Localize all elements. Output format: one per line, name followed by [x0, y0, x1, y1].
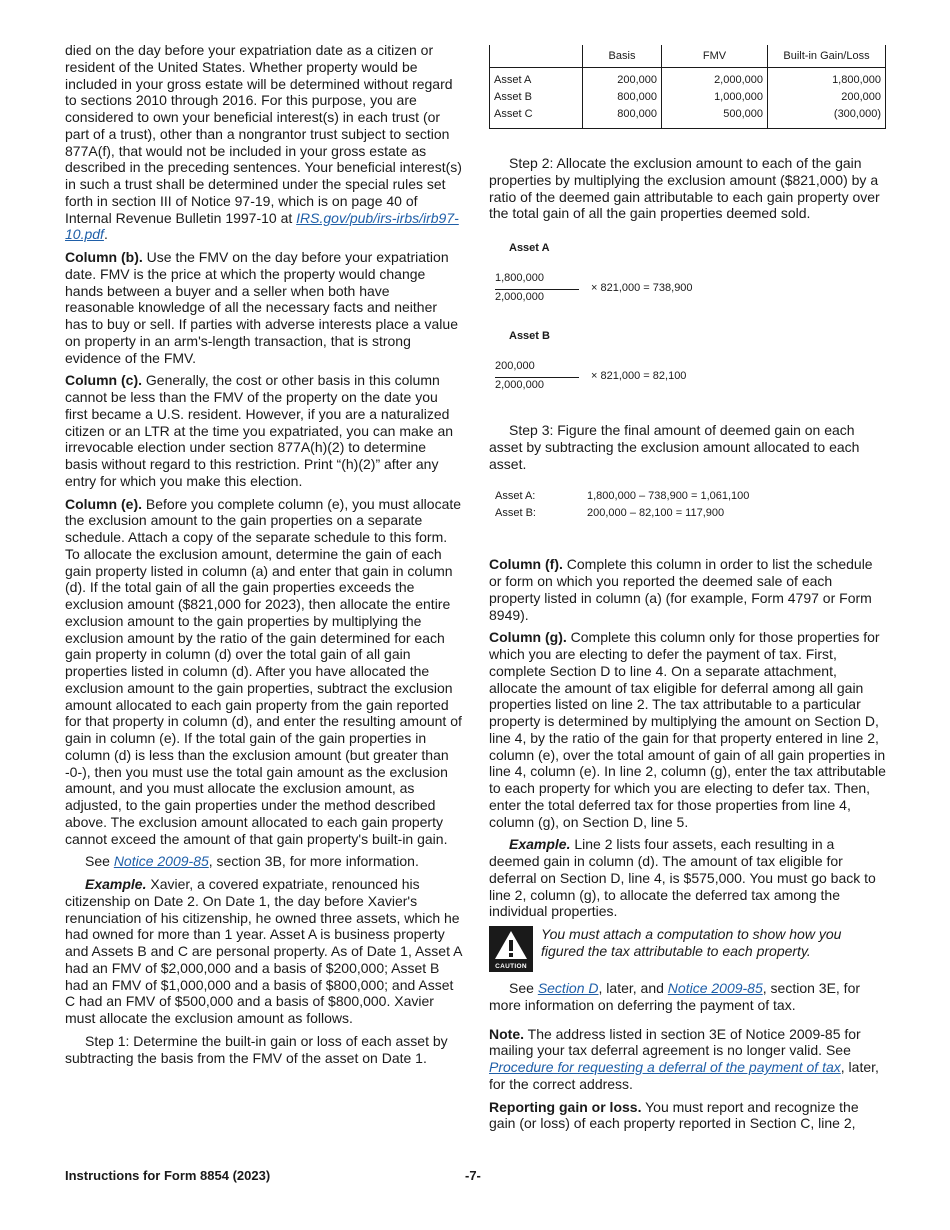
- paragraph-see-section-d: [489, 980, 886, 1014]
- left-column: [65, 42, 462, 1072]
- notice-2009-85-link[interactable]: Notice 2009-85: [667, 980, 763, 996]
- paragraph-text: , section 3B, for more information.: [208, 853, 419, 870]
- fraction-bar: [495, 289, 579, 290]
- paragraph-text: died on the day before your expatriation date as a citizen or resident of the United States. Whether property would be included in your gross estate will be determined without regard to sections 2010 through 2016. For this purpose, you are considered to own your beneficial interest(s) in each trust (or part of a trust), other than a nongrantor trust subject to section 877A(f), that would not be included in your gross estate as described in the preceding sentences. Your beneficial interest(s) in such a trust shall be determined under the special rules set forth in section III of Notice 97-19, which is on page 40 of Internal Revenue Bulletin 1997-10 at: [65, 42, 462, 226]
- fraction-denominator: 2,000,000: [495, 291, 544, 303]
- paragraph-reporting: [489, 1099, 886, 1133]
- column-g-heading: Column (g).: [489, 629, 567, 646]
- paragraph-text: , section 3E, for more information on deferring the payment of tax.: [489, 980, 861, 1013]
- paragraph-column-f: [489, 556, 886, 623]
- paragraph-step-2: Step 2: Allocate the exclusion amount to each of the gain properties by multiplying the exclusion amount ($821,000) by a ratio of the deemed gain attributable to each gain property over the total gain of all the gain properties deemed sold.: [489, 155, 880, 222]
- table-cell: 1,800,000: [768, 68, 886, 90]
- column-f-heading: Column (f).: [489, 556, 563, 573]
- notice-2009-85-link[interactable]: Notice 2009-85: [113, 853, 209, 870]
- gain-calc: 1,800,000 – 738,900 = 1,061,100: [587, 490, 750, 503]
- caution-box: [489, 926, 886, 972]
- paragraph-column-e: [65, 496, 462, 848]
- page-number: -7-: [465, 1168, 481, 1183]
- paragraph-gross-estate: [65, 42, 462, 243]
- deferral-procedure-link[interactable]: Procedure for requesting a deferral of the payment of tax: [489, 1059, 841, 1075]
- example-heading: Example.: [509, 836, 571, 853]
- paragraph-text: Generally, the cost or other basis in this column cannot be less than the FMV of the property on the date you first became a U.S. resident. However, if you are a naturalized citizen or an LTR at the time you expatriated, you can make an irrevocable election under section 877A(h)(2) to determine basis without regard to this restriction. Print “(h)(2)” after any entry for which you make this election.: [65, 372, 454, 489]
- section-d-link[interactable]: Section D: [537, 980, 599, 996]
- fraction-bar: [495, 377, 579, 378]
- table-cell: Asset C: [490, 106, 583, 129]
- paragraph-text: Xavier, a covered expatriate, renounced his citizenship on Date 2. On Date 1, the day before Xavier's renunciation of his citizenship, he owned three assets, which he had owned for more than 1 year. Asset A is business property and Assets B and C are personal property. As of Date 1, Asset A had an FMV of $2,000,000 and a basis of $200,000; Asset B had an FMV of $1,000,000 and a basis of $800,000; and Asset C had an FMV of $500,000 and a basis of $800,000. Xavier must allocate the exclusion amount as follows.: [65, 876, 462, 1026]
- paragraph-text: The address listed in section 3E of Notice 2009-85 for mailing your tax deferral agreement is no longer valid. See: [489, 1025, 861, 1059]
- gain-results: [489, 488, 886, 522]
- note-heading: Note.: [489, 1025, 524, 1042]
- column-c-heading: Column (c).: [65, 372, 142, 389]
- fraction-denominator: 2,000,000: [495, 379, 544, 391]
- table-cell: Asset B: [490, 89, 583, 106]
- table-header-row: [490, 45, 886, 68]
- fraction-label-asset-a: Asset A: [509, 242, 550, 254]
- paragraph-example-2: [489, 836, 886, 920]
- gain-row-asset-b: [495, 505, 886, 522]
- caution-icon: [489, 926, 533, 972]
- gain-label: Asset A:: [495, 490, 536, 503]
- paragraph-text: You must report and recognize the gain (or loss) of each property reported in Section C, line 2,: [489, 1098, 859, 1132]
- paragraph-text: Use the FMV on the day before your expatriation date. FMV is the price at which the property would change hands between a buyer and a seller when both have reasonable knowledge of all the necessary facts and neither has to buy or sell. If parties with adverse interests place a value on property in an arm's-length transaction, that is strong evidence of the FMV.: [65, 249, 458, 366]
- paragraph-see-notice: [65, 853, 462, 870]
- paragraph-column-g: [489, 629, 886, 830]
- fraction-result: × 821,000 = 738,900: [591, 282, 693, 294]
- fraction-numerator: 1,800,000: [495, 272, 544, 284]
- table-cell: 800,000: [583, 89, 662, 106]
- table-cell: Asset A: [490, 68, 583, 90]
- paragraph-column-c: [65, 372, 462, 489]
- paragraph-step-3: Step 3: Figure the final amount of deemed gain on each asset by subtracting the exclusion amount allocated to each asset.: [489, 422, 860, 472]
- paragraph-text: See: [509, 980, 538, 996]
- gain-calc: 200,000 – 82,100 = 117,900: [587, 507, 725, 520]
- asset-table: [489, 45, 886, 129]
- paragraph-note: [489, 1026, 886, 1093]
- caution-text: You must attach a computation to show how you figured the tax attributable to each property.: [541, 926, 842, 959]
- right-column: [489, 42, 886, 1138]
- caution-label: CAUTION: [495, 963, 527, 970]
- table-header: Built-in Gain/Loss: [768, 45, 886, 68]
- gain-row-asset-a: [495, 488, 886, 505]
- fraction-label-asset-b: Asset B: [509, 330, 550, 342]
- irb-link[interactable]: IRS.gov/pub/irs-irbs/irb97-10.pdf: [65, 209, 459, 243]
- table-row: [490, 89, 886, 106]
- paragraph-text: Line 2 lists four assets, each resulting in a deemed gain in column (d). The amount of tax eligible for deferral on Section D, line 4, is $575,000. You must go back to line 2, column (g), to allocate the deferred tax among the individual properties.: [489, 836, 876, 920]
- table-header: Basis: [583, 45, 662, 68]
- example-heading: Example.: [85, 876, 147, 892]
- fraction-asset-a: [495, 272, 886, 330]
- paragraph-example: [65, 876, 462, 1027]
- table-cell: 200,000: [583, 68, 662, 90]
- table-header: [490, 45, 583, 68]
- table-cell: 1,000,000: [662, 89, 768, 106]
- page-footer: [65, 1168, 886, 1183]
- gain-label: Asset B:: [495, 507, 536, 520]
- paragraph-text: , later, and: [598, 980, 668, 996]
- paragraph-text: Complete this column in order to list the schedule or form on which you reported the deemed sale of each property listed in column (a) (for example, Form 4797 or Form 8949).: [489, 556, 873, 623]
- column-e-heading: Column (e).: [65, 495, 142, 512]
- reporting-heading: Reporting gain or loss.: [489, 1098, 642, 1115]
- table-cell: (300,000): [768, 106, 886, 129]
- paragraph-step-1: Step 1: Determine the built-in gain or loss of each asset by subtracting the basis from the FMV of the asset on Date 1.: [65, 1032, 448, 1066]
- paragraph-text: Before you complete column (e), you must allocate the exclusion amount to the gain properties on a separate schedule. Attach a copy of the separate schedule to this form. To allocate the exclusion amount, determine the gain of each gain property listed in column (a) and enter that gain in column (d). If the total gain of all the gain properties exceeds the exclusion amount ($821,000 for 2023), then allocate the entire exclusion amount to the gain properties by multiplying the exclusion amount by the ratio of the gain determined for each gain property in column (d) over the total gain of all gain properties listed in column (d). After you have allocated the exclusion amount to the gain properties, subtract the exclusion amount allocated to each gain property from the gain reported for that property in column (d), and enter the resulting amount of gain in column (e). If the total gain of the gain properties in column (d) is less than the exclusion amount (but greater than -0-), then you must use the total gain amount as the exclusion amount, and you must allocate the exclusion amount, as adjusted, to the gain properties under the method described above. The exclusion amount allocated to each gain property cannot exceed the amount of that gain property's built-in gain.: [65, 495, 462, 847]
- table-cell: 200,000: [768, 89, 886, 106]
- table-cell: 500,000: [662, 106, 768, 129]
- fraction-result: × 821,000 = 82,100: [591, 370, 687, 382]
- fraction-numerator: 200,000: [495, 360, 535, 372]
- fraction-asset-b: [495, 360, 886, 418]
- table-cell: 800,000: [583, 106, 662, 129]
- table-header: FMV: [662, 45, 768, 68]
- table-cell: 2,000,000: [662, 68, 768, 90]
- table-row: [490, 68, 886, 90]
- table-row: [490, 106, 886, 129]
- paragraph-text: .: [103, 226, 108, 243]
- paragraph-text: , later, for the correct address.: [489, 1059, 879, 1092]
- paragraph-text: Complete this column only for those properties for which you are electing to defer the payment of tax. First, complete Section D to line 4. On a separate attachment, allocate the amount of tax eligible for deferral among all gain properties listed on line 2. The tax attributable to a particular property is determined by multiplying the amount on Section D, line 4, by the ratio of the gain for that property entered in line 2, column (e), over the total amount of gain of all gain properties in line 4, column (e). In line 2, column (g), enter the tax attributable to each property for which you are electing to defer tax. Then, enter the total deferred tax for those properties from line 4, column (g), on Section D, line 5.: [489, 629, 886, 830]
- form-title: Instructions for Form 8854 (2023): [65, 1168, 271, 1183]
- paragraph-column-b: [65, 249, 462, 366]
- paragraph-text: See: [85, 853, 114, 870]
- fraction-section: [489, 242, 886, 418]
- column-b-heading: Column (b).: [65, 249, 143, 265]
